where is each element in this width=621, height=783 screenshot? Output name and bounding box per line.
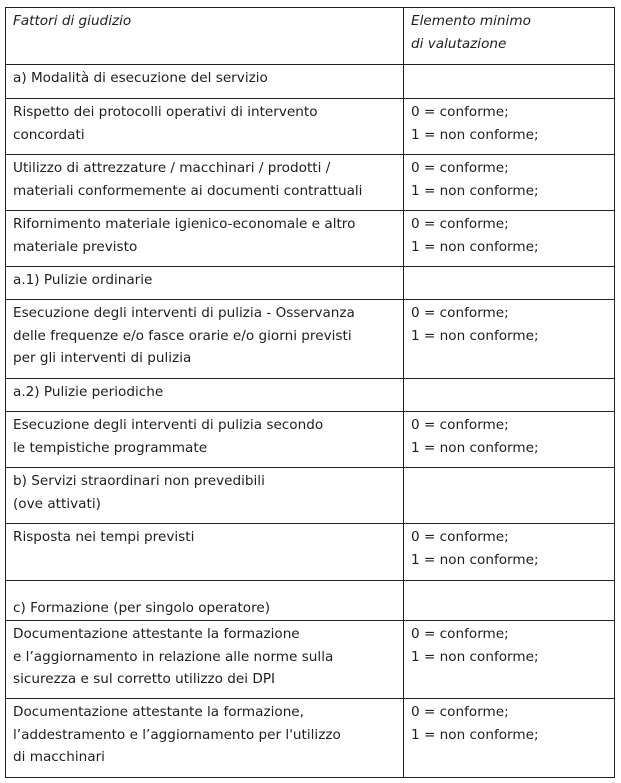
section-row	[6, 468, 615, 524]
section-row	[6, 379, 615, 412]
value-cell: 0 = conforme; 1 = non conforme;	[404, 300, 615, 379]
section-title: b) Servizi straordinari non prevedibili (ove attivati)	[6, 468, 404, 524]
header-evaluation: Elemento minimo di valutazione	[404, 8, 615, 65]
table-row	[6, 99, 615, 155]
table-row	[6, 524, 615, 581]
factor-cell: Documentazione attestante la formazione, l’addestramento e l’aggiornamento per l'utilizzo di macchinari	[6, 699, 404, 778]
value-cell: 0 = conforme; 1 = non conforme;	[404, 699, 615, 778]
factor-cell: Rispetto dei protocolli operativi di intervento concordati	[6, 99, 404, 155]
value-cell: 0 = conforme; 1 = non conforme;	[404, 412, 615, 468]
section-row	[6, 581, 615, 621]
empty-cell	[404, 267, 615, 300]
value-cell: 0 = conforme; 1 = non conforme;	[404, 99, 615, 155]
table-row	[6, 621, 615, 699]
factor-cell: Risposta nei tempi previsti	[6, 524, 404, 581]
section-title: c) Formazione (per singolo operatore)	[6, 581, 404, 621]
table-header-row	[6, 8, 615, 65]
header-factors: Fattori di giudizio	[6, 8, 404, 65]
table-row	[6, 155, 615, 211]
value-cell: 0 = conforme; 1 = non conforme;	[404, 524, 615, 581]
table-row	[6, 699, 615, 778]
factor-cell: Utilizzo di attrezzature / macchinari / prodotti / materiali conformemente ai documenti contrattuali	[6, 155, 404, 211]
table-row	[6, 412, 615, 468]
table-row	[6, 300, 615, 379]
section-row	[6, 267, 615, 300]
section-title: a) Modalità di esecuzione del servizio	[6, 65, 404, 99]
factor-cell: Esecuzione degli interventi di pulizia - Osservanza delle frequenze e/o fasce orarie e/o giorni previsti per gli interventi di pulizia	[6, 300, 404, 379]
table-row	[6, 211, 615, 267]
section-title: a.1) Pulizie ordinarie	[6, 267, 404, 300]
value-cell: 0 = conforme; 1 = non conforme;	[404, 155, 615, 211]
factor-cell: Esecuzione degli interventi di pulizia secondo le tempistiche programmate	[6, 412, 404, 468]
empty-cell	[404, 65, 615, 99]
empty-cell	[404, 379, 615, 412]
section-row	[6, 65, 615, 99]
section-title: a.2) Pulizie periodiche	[6, 379, 404, 412]
value-cell: 0 = conforme; 1 = non conforme;	[404, 211, 615, 267]
empty-cell	[404, 581, 615, 621]
factor-cell: Rifornimento materiale igienico-economale e altro materiale previsto	[6, 211, 404, 267]
factor-cell: Documentazione attestante la formazione e l’aggiornamento in relazione alle norme sulla sicurezza e sul corretto utilizzo dei DPI	[6, 621, 404, 699]
empty-cell	[404, 468, 615, 524]
evaluation-table	[5, 7, 615, 778]
value-cell: 0 = conforme; 1 = non conforme;	[404, 621, 615, 699]
